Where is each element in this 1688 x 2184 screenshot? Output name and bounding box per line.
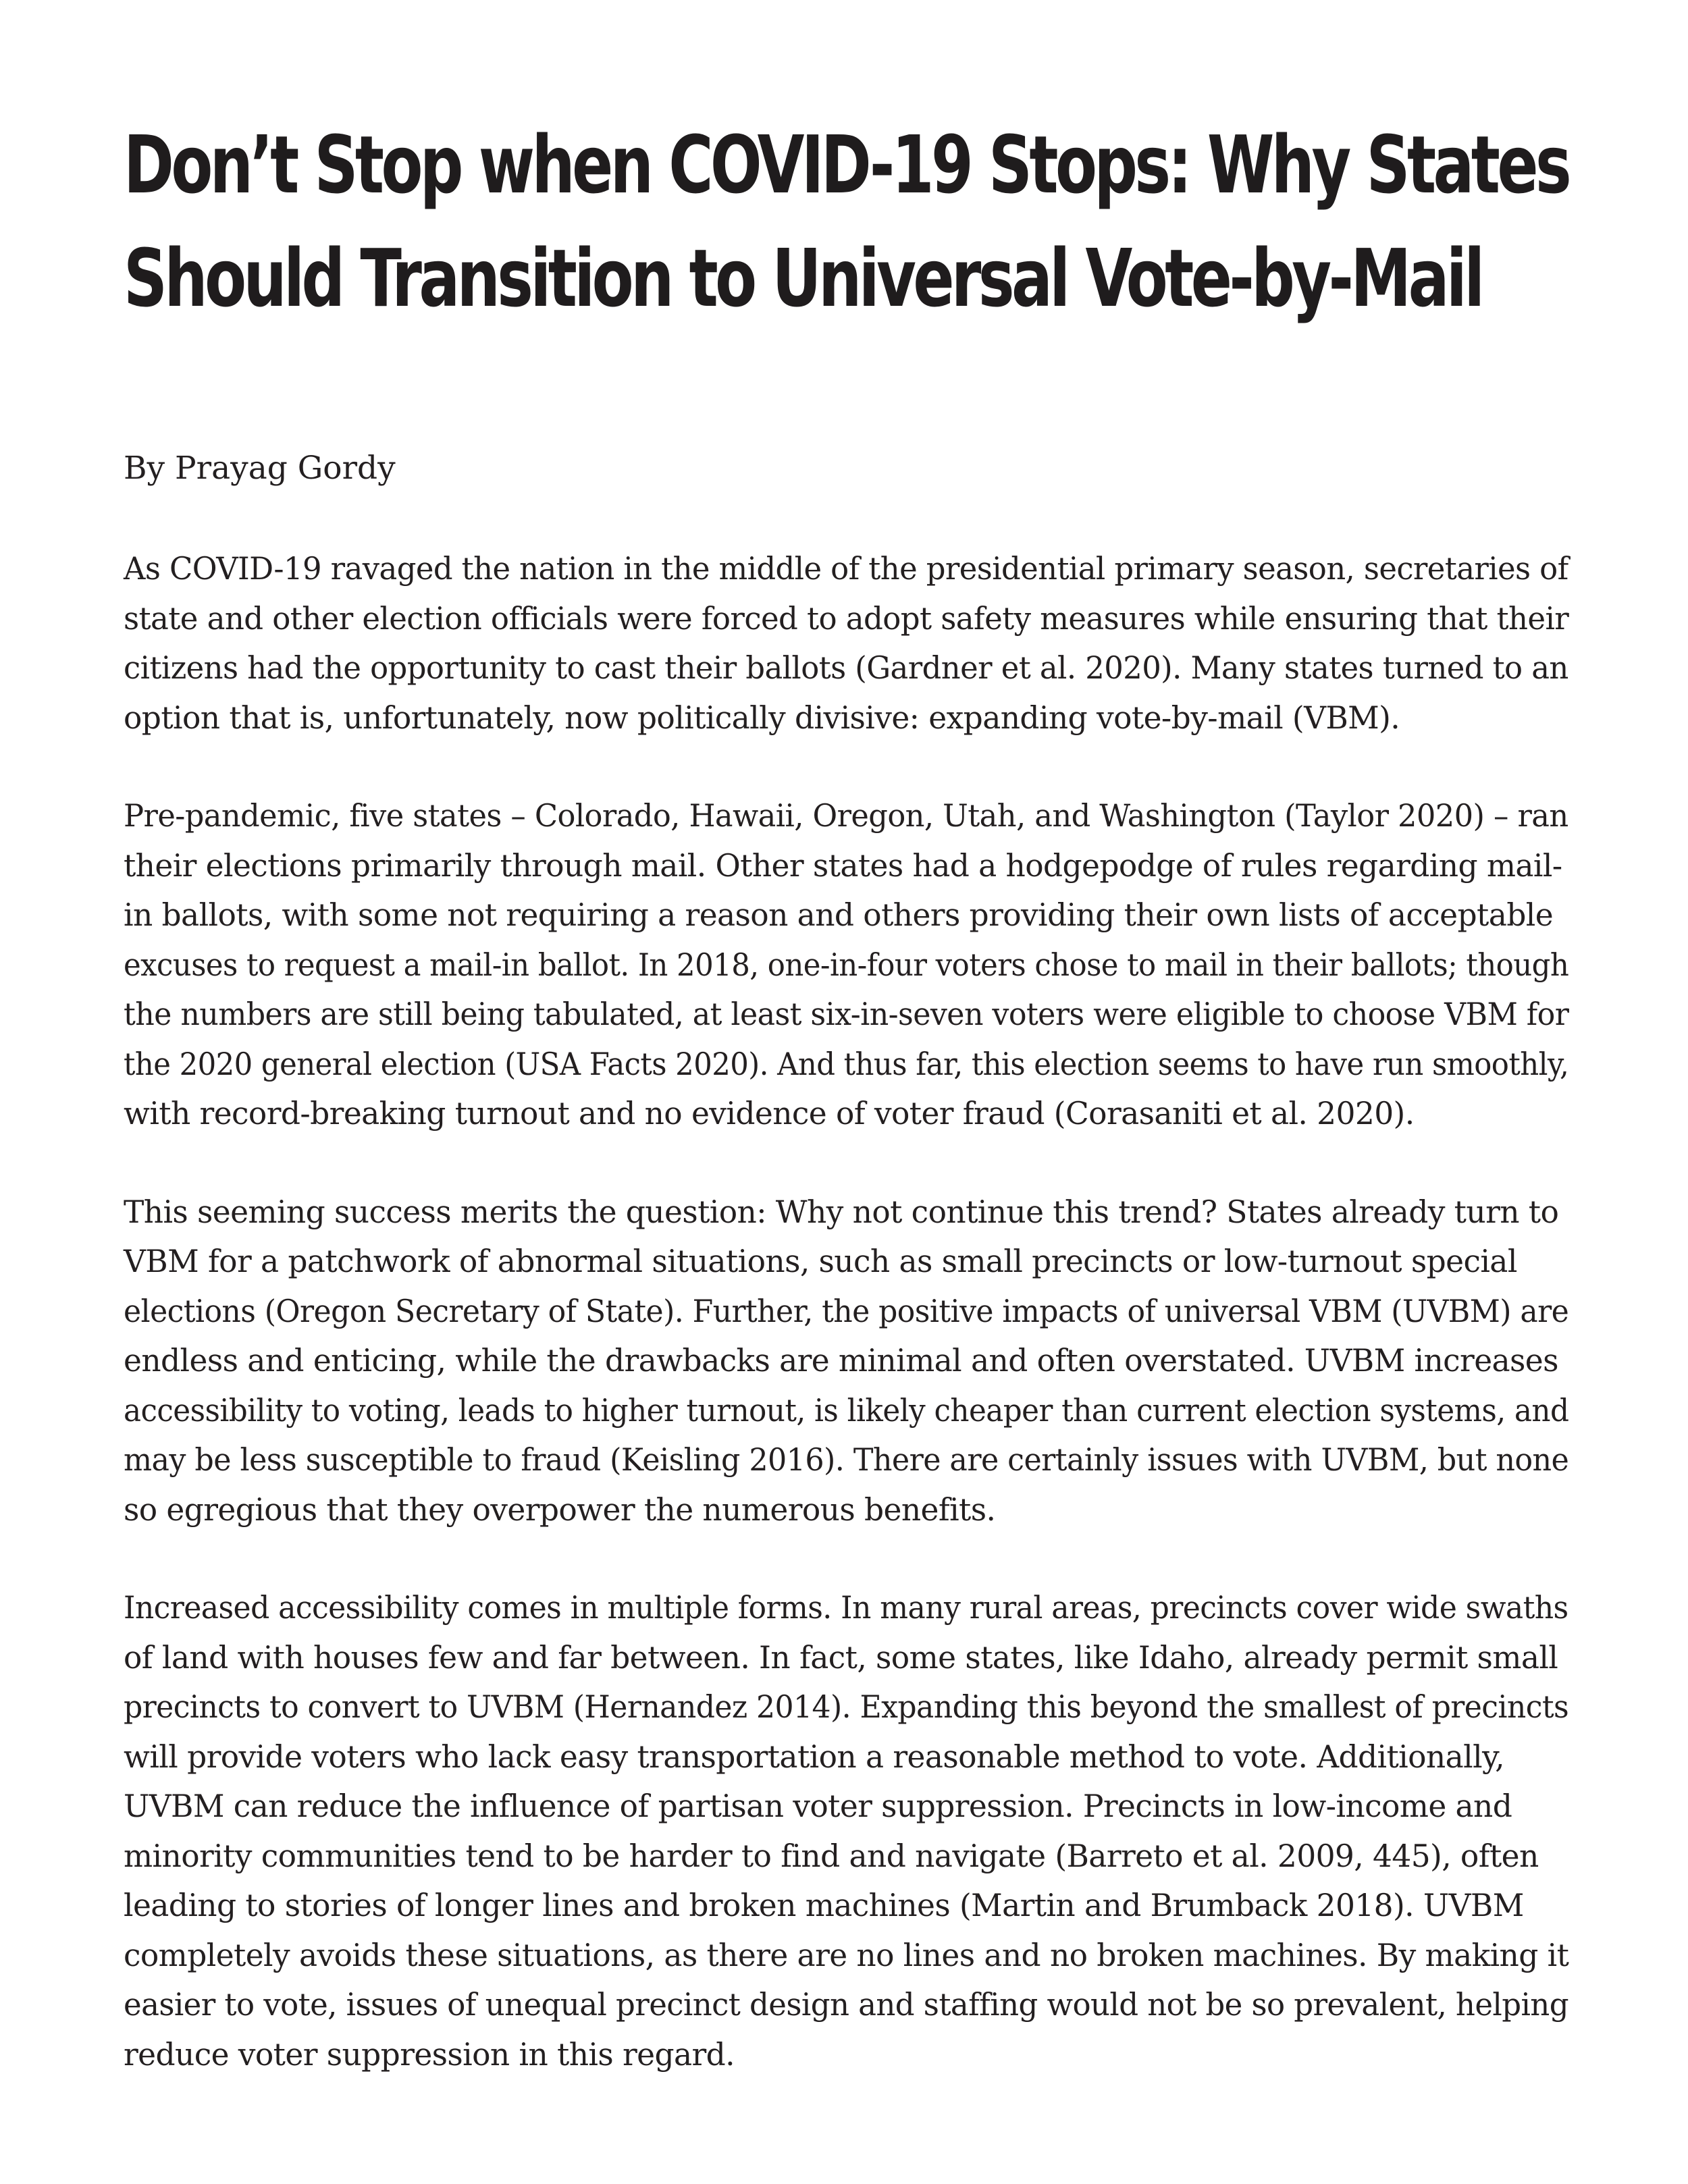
article <box>124 108 1569 2073</box>
article-title-line: Should Transition to Universal Vote-by-Mail <box>124 232 1482 325</box>
article-title-line: Don’t Stop when COVID-19 Stops: Why States <box>124 118 1569 211</box>
paragraph <box>124 544 1568 743</box>
text-line: may be less susceptible to fraud (Keisling 2016). There are certainly issues with UVBM, but none <box>124 1442 1569 1478</box>
text-line: citizens had the opportunity to cast their ballots (Gardner et al. 2020). Many states turned to an <box>124 650 1568 686</box>
paragraph <box>124 791 1568 1139</box>
text-line: with record-breaking turnout and no evidence of voter fraud (Corasaniti et al. 2020). <box>124 1096 1415 1131</box>
text-line: of land with houses few and far between. In fact, some states, like Idaho, already permit small <box>124 1639 1558 1676</box>
article-title <box>124 108 1569 335</box>
text-line: easier to vote, issues of unequal precinct design and staffing would not be so prevalent, helping <box>124 1987 1568 2023</box>
text-line: leading to stories of longer lines and broken machines (Martin and Brumback 2018). UVBM <box>124 1888 1524 1923</box>
text-line: VBM for a patchwork of abnormal situations, such as small precincts or low-turnout special <box>124 1244 1517 1279</box>
text-line: endless and enticing, while the drawbacks are minimal and often overstated. UVBM increases <box>124 1343 1558 1379</box>
paragraph <box>124 1188 1568 1535</box>
text-line: the numbers are still being tabulated, at least six-in-seven voters were eligible to choose VBM for <box>124 996 1569 1032</box>
text-line: This seeming success merits the question: Why not continue this trend? States already turn to <box>124 1194 1559 1230</box>
text-line: Pre-pandemic, five states – Colorado, Hawaii, Oregon, Utah, and Washington (Taylor 2020) – ran <box>124 798 1568 834</box>
text-line: will provide voters who lack easy transportation a reasonable method to vote. Additionally, <box>124 1738 1504 1775</box>
text-line: accessibility to voting, leads to higher turnout, is likely cheaper than current election systems, and <box>124 1392 1569 1429</box>
text-line: state and other election officials were forced to adopt safety measures while ensuring that their <box>124 600 1569 637</box>
text-line: elections (Oregon Secretary of State). Further, the positive impacts of universal VBM (UVBM) are <box>124 1293 1569 1329</box>
article-body <box>124 544 1568 2128</box>
text-line: excuses to request a mail-in ballot. In 2018, one-in-four voters chose to mail in their ballots; though <box>124 947 1569 983</box>
text-line: precincts to convert to UVBM (Hernandez 2014). Expanding this beyond the smallest of precincts <box>124 1689 1569 1725</box>
text-line: minority communities tend to be harder to find and navigate (Barreto et al. 2009, 445), often <box>124 1838 1539 1874</box>
text-line: so egregious that they overpower the numerous benefits. <box>124 1491 996 1528</box>
text-line: Increased accessibility comes in multiple forms. In many rural areas, precincts cover wide swaths <box>124 1590 1568 1626</box>
text-line: reduce voter suppression in this regard. <box>124 2036 735 2073</box>
text-line: UVBM can reduce the influence of partisan voter suppression. Precincts in low-income and <box>124 1788 1512 1824</box>
text-line: their elections primarily through mail. Other states had a hodgepodge of rules regarding mail- <box>124 847 1562 884</box>
text-line: As COVID-19 ravaged the nation in the middle of the presidential primary season, secretaries of <box>124 551 1568 587</box>
paragraph <box>124 1583 1568 2079</box>
text-line: completely avoids these situations, as there are no lines and no broken machines. By making it <box>124 1937 1569 1973</box>
text-line: in ballots, with some not requiring a reason and others providing their own lists of acceptable <box>124 897 1554 933</box>
text-line: option that is, unfortunately, now politically divisive: expanding vote-by-mail (VBM). <box>124 699 1400 736</box>
byline: By Prayag Gordy <box>124 450 396 487</box>
text-line: the 2020 general election (USA Facts 2020). And thus far, this election seems to have run smoothly, <box>124 1046 1569 1082</box>
